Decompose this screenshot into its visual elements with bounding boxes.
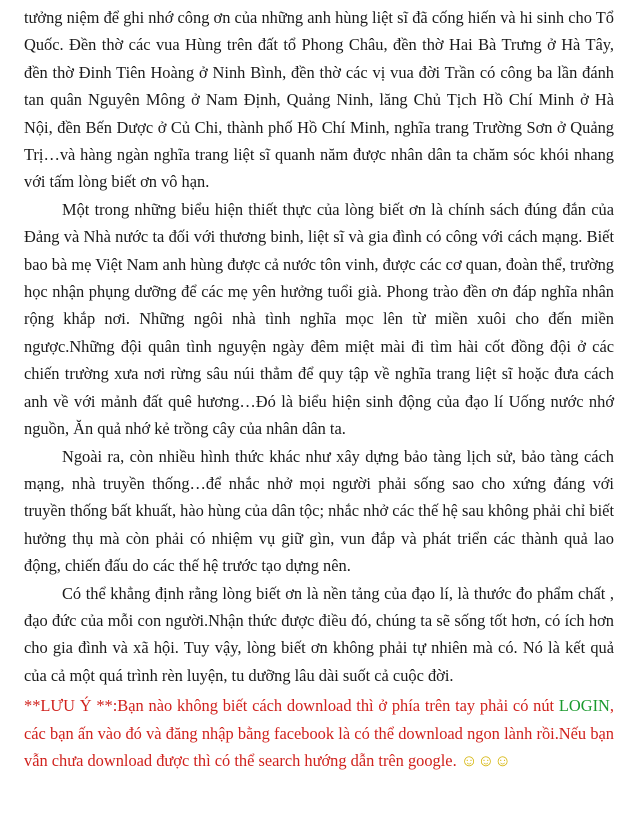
paragraph-conclusion: Có thể khẳng định rằng lòng biết ơn là nền tảng của đạo lí, là thước đo phẩm chất , đạo đức của mỗi con người.Nhận thức được điều đó, chúng ta sẽ sống tốt hơn, có ích hơn cho gia đình và xã hội. Tuy vậy, lòng biết ơn không phải tự nhiên mà có. Nó là kết quả của cả một quá trình rèn luyện, tu dưỡng lâu dài suốt cả cuộc đời. [24,583,614,685]
smiley-icons: ☺☺☺ [460,750,511,770]
note-text-before: **LƯU Ý **:Bạn nào không biết cách download thì ở phía trên tay phải có nút [24,696,559,716]
paragraph-museums: Ngoài ra, còn nhiều hình thức khác như xây dựng bảo tàng lịch sử, bảo tàng cách mạng, nhà truyền thống…để nhắc nhở mọi người phải sống sao cho xứng đáng với truyền thống bất khuất, hào hùng của dân tộc; nhắc nhở các thế hệ sau không phải chỉ biết hưởng thụ mà còn phải có nhiệm vụ giữ gìn, vun đắp và phát triển các thành quả lao động, chiến đấu do các thế hệ trước tạo dựng nên. [24,446,614,576]
paragraph-continuation: tưởng niệm để ghi nhớ công ơn của những anh hùng liệt sĩ đã cống hiến và hi sinh cho Tổ Quốc. Đền thờ các vua Hùng trên đất tổ Phong Châu, đền thờ Hai Bà Trưng ở Hà Tây, đền thờ Đinh Tiên Hoàng ở Ninh Bình, đền thờ các vị vua đời Trần có công ba lần đánh tan quân Nguyên Mông ở Nam Định, Quảng Ninh, lăng Chủ Tịch Hồ Chí Minh ở Hà Nội, đền Bến Dược ở Củ Chi, thành phố Hồ Chí Minh, nghĩa trang Trường Sơn ở Quảng Trị…và hàng ngàn nghĩa trang liệt sĩ quanh năm được nhân dân ta chăm sóc khói nhang với tấm lòng biết ơn vô hạn. [24,8,614,192]
download-note [24,692,614,774]
document-page [24,4,614,774]
paragraph-gratitude-policy: Một trong những biểu hiện thiết thực của lòng biết ơn là chính sách đúng đắn của Đảng và Nhà nước ta đối với thương binh, liệt sĩ và gia đình có công với cách mạng. Biết bao bà mẹ Việt Nam anh hùng được cả nước tôn vinh, được các cơ quan, đoàn thể, trường học nhận phụng dưỡng để các mẹ yên hưởng tuổi già. Phong trào đền ơn đáp nghĩa nhân rộng khắp nơi. Những ngôi nhà tình nghĩa mọc lên từ miền xuôi cho đến miền ngược.Những đội quân tình nguyện ngày đêm miệt mài đi tìm hài cốt đồng đội ở các chiến trường xưa nơi rừng sâu núi thẳm để quy tập về nghĩa trang liệt sĩ hoặc đưa cách anh về với mảnh đất quê hương…Đó là biểu hiện sinh động của đạo lí Uống nước nhớ nguồn, Ăn quả nhớ kẻ trồng cây của nhân dân ta. [24,199,614,439]
login-link[interactable]: LOGIN [558,696,610,716]
note-text-after: , các bạn ấn vào đó và đăng nhập bằng facebook là có thể download ngon lành rồi.Nếu bạn vẫn chưa download được thì có thể search hướng dẫn trên google. [24,696,614,770]
